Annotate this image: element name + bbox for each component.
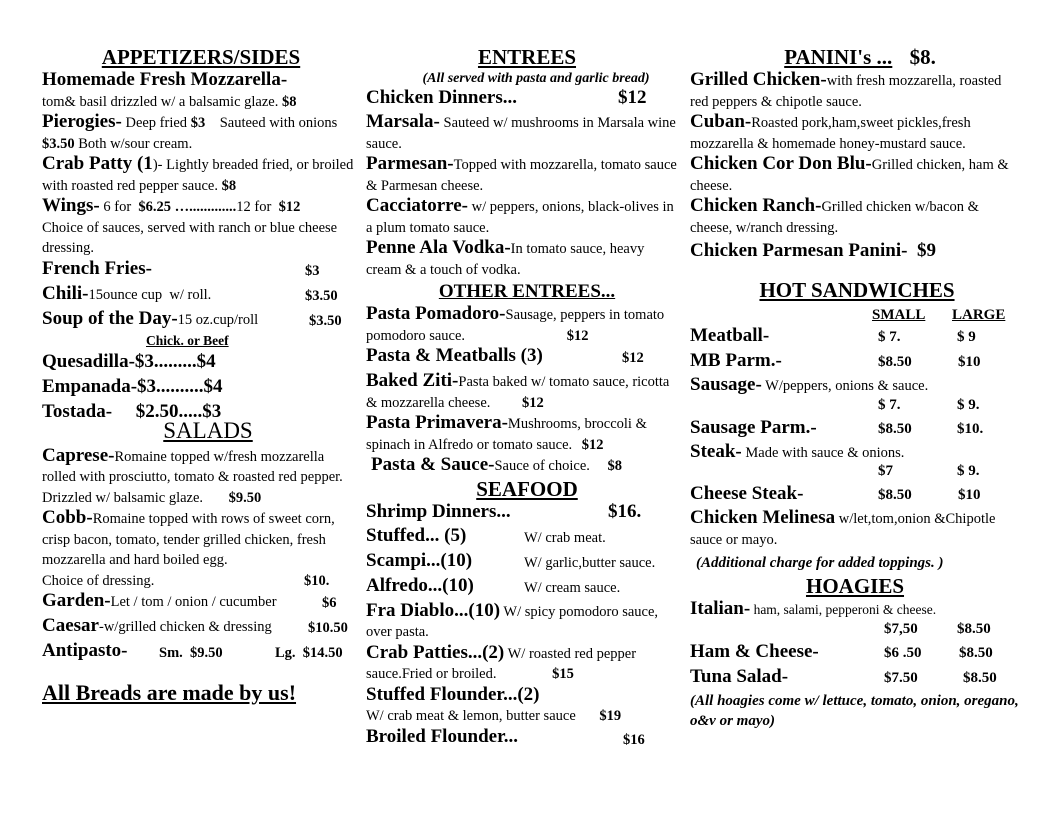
menu-item-mozzarella (42, 70, 360, 112)
item-name: Antipasto- (42, 640, 128, 661)
item-desc: Roasted pork,ham,sweet pickles,fresh mozzarella & homemade honey-mustard sauce. (690, 115, 971, 152)
menu-item-stuffed (366, 526, 680, 551)
item-name: Ham & Cheese- (690, 640, 819, 662)
price-large: $ 9. (957, 396, 980, 413)
price-small: $7.50 (884, 669, 918, 686)
price-small: $8.50 (878, 487, 912, 503)
item-desc: Sauteed w/ mushrooms in Marsala wine sauce. (366, 115, 676, 152)
entrees-column (366, 44, 680, 752)
item-price: $16. (608, 500, 642, 522)
chick-beef-note: Chick. or Beef (146, 332, 229, 348)
item-name: Fra Diablo...(10) (366, 599, 501, 621)
item-name: Scampi...(10) (366, 549, 473, 571)
item-desc: w/ peppers, onions, black-olives in a plum tomato sauce. (366, 199, 674, 236)
item-desc: -w/grilled chicken & dressing (98, 619, 272, 635)
item-price: $12 (622, 350, 644, 366)
appetizers-title: APPETIZERS/SIDES (101, 45, 301, 69)
item-name: Crab Patties...(2) (366, 641, 505, 663)
item-price: $3 (305, 262, 320, 279)
price-large: $10 (958, 487, 981, 503)
item-name: Penne Ala Vodka- (366, 237, 511, 258)
item-name: Meatball- (690, 325, 770, 346)
item-desc: Sausage, peppers in tomato pomodoro sauce. (366, 307, 665, 344)
item-price: $12 (566, 327, 589, 344)
menu-item-meatball (690, 325, 1020, 350)
item-name: French Fries- (42, 257, 152, 279)
menu-item-cobb (42, 508, 360, 591)
item-desc: 12 for (236, 199, 279, 215)
item-desc: Choice of dressing. (42, 572, 155, 589)
item-price: $9.50 (228, 489, 262, 506)
price-small: $7 (878, 463, 893, 479)
item-name: Chicken Dinners... (366, 87, 517, 108)
item-price: $15 (552, 666, 574, 682)
salads-title: SALADS (163, 417, 253, 443)
menu-item-italian (690, 599, 1020, 621)
menu-item-cacciatore (366, 196, 680, 238)
item-name: Sausage- (690, 374, 762, 395)
menu-item-pasta-meatballs (366, 346, 680, 371)
item-desc: Romaine topped with rows of sweet corn, crisp bacon, tomato, tender grilled chicken, fresh mozzarella and hard boiled egg. (42, 511, 335, 568)
menu-item-empanada: Empanada-$3..........$4 (42, 375, 223, 397)
menu-item-cordon-bleu (690, 154, 1020, 196)
menu-item-chicken-melinesa (690, 508, 1020, 550)
item-desc: W/ spicy pomodoro sauce, over pasta. (366, 603, 659, 640)
menu-item-soup (42, 309, 360, 333)
menu-item-chicken-ranch (690, 196, 1020, 238)
item-desc: 15ounce cup w/ roll. (88, 286, 212, 303)
menu-item-penne-vodka (366, 238, 680, 280)
price-small: $ 7. (878, 329, 901, 345)
item-price: $12 (278, 199, 301, 215)
menu-item-crab-patties (366, 643, 680, 685)
item-name: Caesar (42, 615, 99, 636)
item-price: $6.25 …............. (138, 199, 237, 215)
item-desc: W/ crab meat & lemon, butter sauce (366, 708, 576, 724)
item-price: $3 (190, 115, 206, 131)
breads-footer: All Breads are made by us! (42, 680, 297, 705)
item-desc: Both w/sour cream. (74, 135, 193, 152)
item-name: Shrimp Dinners... (366, 500, 511, 522)
item-price: $8 (281, 93, 297, 110)
menu-item-chili (42, 284, 360, 309)
menu-item-broiled-flounder (366, 727, 680, 752)
menu-item-garden (42, 591, 360, 616)
item-price: $3.50 (309, 312, 342, 329)
item-name: Homemade Fresh Mozzarella- (42, 69, 288, 90)
item-desc: with fresh mozzarella, roasted red peppers & chipotle sauce. (690, 73, 1002, 110)
item-desc: Choice of sauces, served with ranch or blue cheese dressing. (42, 219, 338, 256)
menu-item-antipasto (42, 641, 360, 666)
item-name: Cobb- (42, 507, 93, 528)
price-small: $8.50 (878, 354, 912, 370)
sausage-prices (690, 397, 1020, 417)
menu-item-chicken-dinners (366, 87, 680, 112)
small-header: SMALL (872, 307, 926, 323)
price-small: $ 7. (878, 396, 901, 413)
item-desc: W/ roasted red pepper sauce.Fried or broiled. (366, 645, 637, 682)
steak-prices (690, 463, 1020, 483)
item-price: $10.50 (308, 620, 348, 636)
menu-item-caprese (42, 446, 360, 509)
item-name: Cacciatorre- (366, 195, 468, 216)
item-name: Marsala- (366, 111, 440, 132)
hoagies-title: HOAGIES (805, 574, 905, 598)
price-small: $7,50 (884, 620, 918, 637)
item-price: $8 (607, 458, 623, 474)
item-desc: Made with sauce & onions. (741, 444, 905, 461)
menu-item-pierogies (42, 112, 360, 154)
item-desc: 15 oz.cup/roll (177, 311, 259, 328)
menu-item-stuffed-flounder (366, 685, 680, 727)
price-small: $6 .50 (884, 644, 922, 661)
item-name: Pasta Pomadoro- (366, 303, 506, 324)
item-desc: W/ garlic,butter sauce. (524, 554, 656, 571)
item-name: MB Parm.- (690, 350, 782, 371)
large-header: LARGE (952, 307, 1006, 323)
menu-item-steak (690, 442, 1020, 464)
panini-price: $8. (909, 45, 936, 69)
item-name: Pasta & Sauce- (371, 454, 495, 475)
menu-item-pasta-sauce (366, 455, 680, 477)
toppings-note: (Additional charge for added toppings. ) (696, 555, 944, 571)
menu-item-cuban (690, 112, 1020, 154)
item-name: Grilled Chicken- (690, 69, 827, 90)
panini-title: PANINI's ... (784, 45, 893, 69)
item-desc: ham, salami, pepperoni & cheese. (750, 602, 937, 617)
item-price: $8 (221, 177, 237, 194)
appetizers-column (42, 44, 360, 706)
price-large: $8.50 (957, 620, 991, 637)
item-desc: Sauce of choice. (494, 458, 590, 474)
menu-item-grilled-chicken (690, 70, 1020, 112)
item-price: $10. (303, 572, 330, 589)
item-name: Baked Ziti- (366, 370, 459, 391)
price-large: $8.50 (963, 669, 997, 686)
item-desc: Pasta baked w/ tomato sauce, ricotta & mozzarella cheese. (366, 374, 670, 411)
item-price: $12 (581, 436, 604, 453)
item-name: Stuffed Flounder...(2) (366, 683, 540, 705)
item-name: Italian- (690, 598, 751, 619)
item-name: Parmesan- (366, 153, 454, 174)
item-desc: Topped with mozzarella, tomato sauce & Parmesan cheese. (366, 157, 677, 194)
menu-item-shrimp-dinners (366, 501, 680, 526)
item-price: $16 (623, 731, 645, 748)
item-desc: w/let,tom,onion &Chipotle sauce or mayo. (690, 511, 996, 548)
item-desc: 6 for (99, 199, 139, 215)
menu-item-caesar (42, 616, 360, 641)
hot-sandwiches-title: HOT SANDWICHES (759, 278, 955, 302)
menu-item-marsala (366, 112, 680, 154)
item-name: Tuna Salad- (690, 665, 789, 687)
item-price: $6 (322, 595, 337, 611)
menu-item-chicken-parm-panini: Chicken Parmesan Panini- $9 (690, 240, 936, 261)
item-name: Soup of the Day- (42, 307, 178, 329)
item-name: Chicken Cor Don Blu- (690, 153, 872, 174)
entrees-subtitle: (All served with pasta and garlic bread) (422, 71, 650, 86)
seafood-title: SEAFOOD (476, 476, 578, 501)
menu-item-scampi (366, 551, 680, 576)
item-desc: Sauteed with onions (205, 115, 341, 131)
menu-item-cheese-steak (690, 483, 1020, 508)
item-price: $3.50 (42, 135, 75, 152)
item-price-large: Lg. $14.50 (275, 645, 343, 661)
menu-item-wings (42, 196, 360, 259)
entrees-title: ENTREES (477, 45, 577, 69)
menu-item-crab-patty (42, 154, 360, 196)
item-name: Alfredo...(10) (366, 574, 474, 596)
panini-header (690, 44, 1020, 70)
item-name: Chili- (42, 282, 89, 304)
item-name: Garden- (42, 590, 111, 611)
item-name: Steak- (690, 440, 742, 462)
menu-item-tuna-salad (690, 666, 1020, 691)
menu-item-fries (42, 259, 360, 284)
menu-item-tostada: Tostada- $2.50.....$3 (42, 400, 222, 422)
price-large: $10. (957, 420, 984, 437)
hoagies-note: (All hoagies come w/ lettuce, tomato, onion, oregano, o&v or mayo) (690, 692, 1019, 729)
panini-column (690, 44, 1020, 731)
item-desc: W/ cream sauce. (524, 579, 621, 596)
menu-item-alfredo (366, 576, 680, 601)
price-large: $ 9 (957, 329, 976, 345)
item-name: Pierogies- (42, 111, 122, 132)
item-name: Chicken Ranch- (690, 195, 822, 216)
item-price: $3.50 (305, 287, 338, 304)
item-name: Crab Patty (1 (42, 153, 153, 174)
menu-item-quesadilla: Quesadilla-$3.........$4 (42, 350, 216, 372)
size-header (690, 303, 1020, 325)
menu-item-sausage (690, 375, 1020, 397)
menu-item-baked-ziti (366, 371, 680, 413)
menu-item-ham-cheese (690, 641, 1020, 666)
item-desc: tom& basil drizzled w/ a balsamic glaze. (42, 93, 279, 110)
item-price: $19 (599, 708, 622, 724)
item-price: $12 (522, 394, 544, 411)
italian-prices (690, 621, 1020, 641)
item-name: Cuban- (690, 111, 752, 132)
item-desc: )- Lightly breaded fried, or broiled with roasted red pepper sauce. (42, 157, 354, 194)
price-large: $10 (958, 354, 981, 370)
item-desc: Let / tom / onion / cucumber (110, 594, 277, 610)
item-name: Caprese- (42, 444, 115, 466)
item-desc: Deep fried (121, 115, 191, 131)
item-desc: Grilled chicken, ham & cheese. (690, 157, 1009, 194)
item-name: Pasta & Meatballs (3) (366, 345, 543, 366)
item-desc: In tomato sauce, heavy cream & a touch of vodka. (366, 241, 645, 278)
item-desc: W/peppers, onions & sauce. (761, 378, 929, 394)
item-name: Sausage Parm.- (690, 416, 817, 438)
item-price-small: Sm. $9.50 (159, 645, 223, 661)
item-desc: Romaine topped w/fresh mozzarella rolled with prosciutto, tomato & roasted red pepper. Drizzled w/ balsamic glaze. (42, 448, 343, 506)
menu-item-fra-diablo (366, 601, 680, 643)
item-desc: Mushrooms, broccoli & spinach in Alfredo or tomato sauce. (366, 416, 647, 453)
menu-item-primavera (366, 413, 680, 455)
price-large: $ 9. (957, 463, 980, 479)
item-desc: W/ crab meat. (524, 529, 606, 546)
item-name: Chicken Melinesa (690, 507, 836, 528)
item-desc: Grilled chicken w/bacon & cheese, w/ranch dressing. (690, 199, 979, 236)
item-price: $12 (618, 87, 647, 108)
price-large: $8.50 (959, 644, 993, 661)
item-name: Pasta Primavera- (366, 412, 508, 433)
menu-item-pasta-pomodoro (366, 304, 680, 346)
menu-item-sausage-parm (690, 417, 1020, 442)
item-name: Stuffed... (5) (366, 524, 467, 546)
menu-item-mb-parm (690, 350, 1020, 375)
menu-item-parmesan (366, 154, 680, 196)
item-name: Broiled Flounder... (366, 725, 519, 747)
other-entrees-title: OTHER ENTREES... (438, 281, 616, 302)
price-small: $8.50 (878, 420, 912, 437)
item-name: Cheese Steak- (690, 483, 804, 504)
item-name: Wings- (42, 195, 100, 216)
